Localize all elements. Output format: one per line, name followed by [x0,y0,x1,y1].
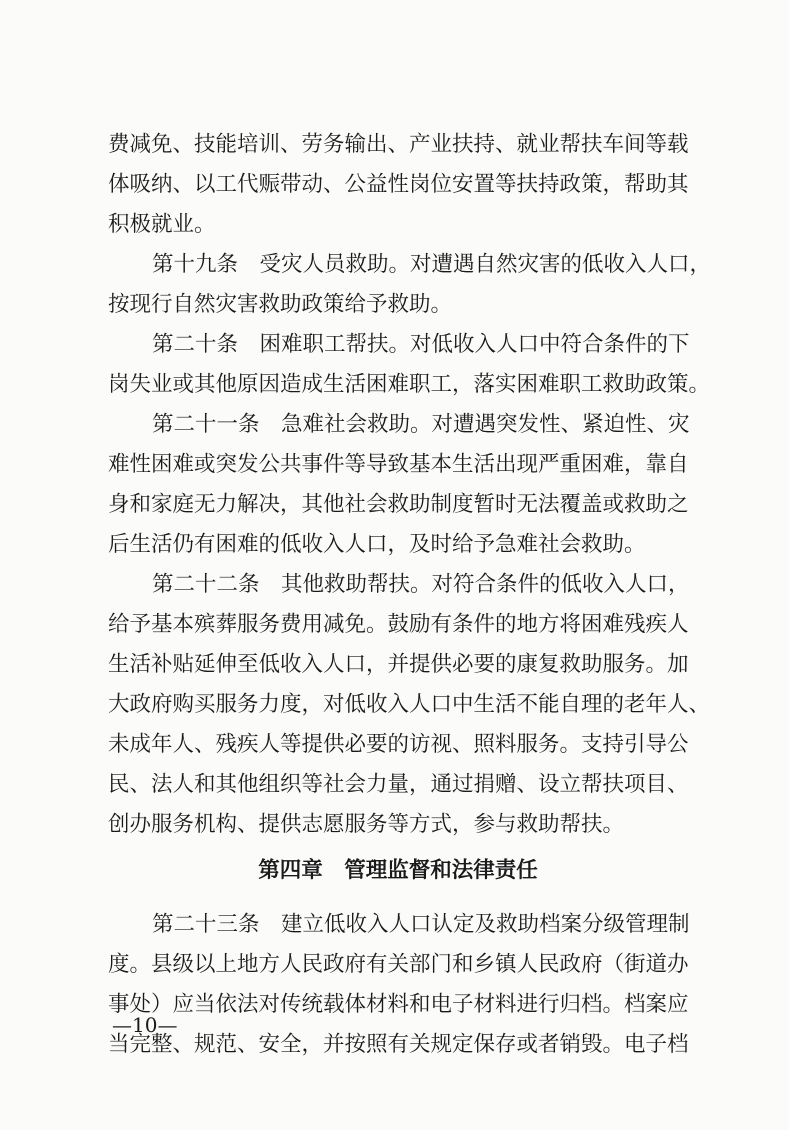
text-line: 身和家庭无力解决，其他社会救助制度暂时无法覆盖或救助之 [108,492,689,517]
article-19-line: 第十九条 受灾人员救助。对遭遇自然灾害的低收入人口， [152,252,712,277]
text-line: 创办服务机构、提供志愿服务等方式，参与救助帮扶。 [108,812,625,837]
page-number: —10— [112,1013,178,1037]
document-body [108,125,712,1065]
text-line: 民、法人和其他组织等社会力量，通过捐赠、设立帮扶项目、 [108,772,689,797]
article-23-line: 第二十三条 建立低收入人口认定及救助档案分级管理制 [152,912,690,937]
text-line: 生活补贴延伸至低收入人口，并提供必要的康复救助服务。加 [108,652,689,677]
text-line: 体吸纳、以工代赈带动、公益性岗位安置等扶持政策，帮助其 [108,172,689,197]
chapter-heading [108,851,688,891]
text-line: 费减免、技能培训、劳务输出、产业扶持、就业帮扶车间等载 [108,132,689,157]
text-line: 后生活仍有困难的低收入人口，及时给予急难社会救助。 [108,532,646,557]
text-line: 事处）应当依法对传统载体材料和电子材料进行归档。档案应 [108,992,689,1017]
chapter-title: 第四章 管理监督和法律责任 [258,858,538,883]
text-line: 未成年人、残疾人等提供必要的访视、照料服务。支持引导公 [108,732,689,757]
text-line: 大政府购买服务力度，对低收入人口中生活不能自理的老年人、 [108,692,711,717]
text-line: 积极就业。 [108,212,216,237]
text-line: 给予基本殡葬服务费用减免。鼓励有条件的地方将困难残疾人 [108,612,689,637]
article-21-line: 第二十一条 急难社会救助。对遭遇突发性、紧迫性、灾 [152,412,690,437]
text-line: 度。县级以上地方人民政府有关部门和乡镇人民政府（街道办 [108,952,689,977]
text-line: 岗失业或其他原因造成生活困难职工，落实困难职工救助政策。 [108,372,711,397]
text-line: 按现行自然灾害救助政策给予救助。 [108,292,453,317]
text-line: 难性困难或突发公共事件等导致基本生活出现严重困难，靠自 [108,452,689,477]
article-22-line: 第二十二条 其他救助帮扶。对符合条件的低收入人口， [152,572,690,597]
text-line: 当完整、规范、安全，并按照有关规定保存或者销毁。电子档 [108,1032,689,1057]
article-20-line: 第二十条 困难职工帮扶。对低收入人口中符合条件的下 [152,332,690,357]
